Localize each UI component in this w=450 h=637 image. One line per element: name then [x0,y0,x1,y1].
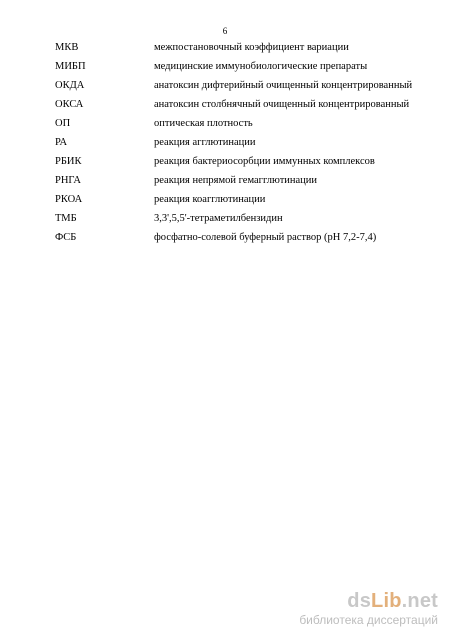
abbreviation-row [55,154,425,173]
abbreviation-row [55,40,425,59]
dslib-logo [238,590,438,612]
abbreviation-term: МИБП [55,61,86,72]
abbreviation-row [55,173,425,192]
abbreviation-definition: оптическая плотность [154,118,253,129]
abbreviation-term: ФСБ [55,232,77,243]
abbreviation-term: РБИК [55,156,82,167]
logo-part-ds: ds [347,590,372,612]
abbreviation-term: МКВ [55,42,79,53]
abbreviation-row [55,78,425,97]
abbreviation-term: ТМБ [55,213,77,224]
watermark-subtitle: библиотека диссертаций [299,613,438,627]
dslib-watermark [238,590,438,627]
page-number: 6 [222,26,228,36]
abbreviation-list [55,40,425,249]
abbreviation-definition: 3,3',5,5'-тетраметилбензидин [154,213,283,224]
logo-part-net: .net [401,590,438,612]
abbreviation-definition: фосфатно-солевой буферный раствор (рН 7,2-7,4) [154,232,377,243]
abbreviation-row [55,211,425,230]
abbreviation-definition: анатоксин дифтерийный очищенный концентрированный [154,80,413,91]
abbreviation-term: ОП [55,118,71,129]
abbreviation-definition: реакция коагглютинации [154,194,266,205]
abbreviation-row [55,116,425,135]
abbreviation-row [55,59,425,78]
abbreviation-term: РА [55,137,68,148]
abbreviation-definition: реакция непрямой гемагглютинации [154,175,318,186]
abbreviation-term: ОКСА [55,99,84,110]
abbreviation-term: ОКДА [55,80,85,91]
abbreviation-definition: реакция бактериосорбции иммунных комплексов [154,156,375,167]
abbreviation-row [55,135,425,154]
abbreviation-term: РНГА [55,175,81,186]
abbreviation-definition: медицинские иммунобиологические препараты [154,61,368,72]
abbreviation-term: РКОА [55,194,83,205]
abbreviation-row [55,97,425,116]
abbreviation-definition: реакция агглютинации [154,137,256,148]
abbreviation-row [55,230,425,249]
logo-part-lib: Lib [371,590,402,612]
abbreviation-definition: межпостановочный коэффициент вариации [154,42,349,53]
abbreviation-definition: анатоксин столбнячный очищенный концентрированный [154,99,410,110]
abbreviation-row [55,192,425,211]
